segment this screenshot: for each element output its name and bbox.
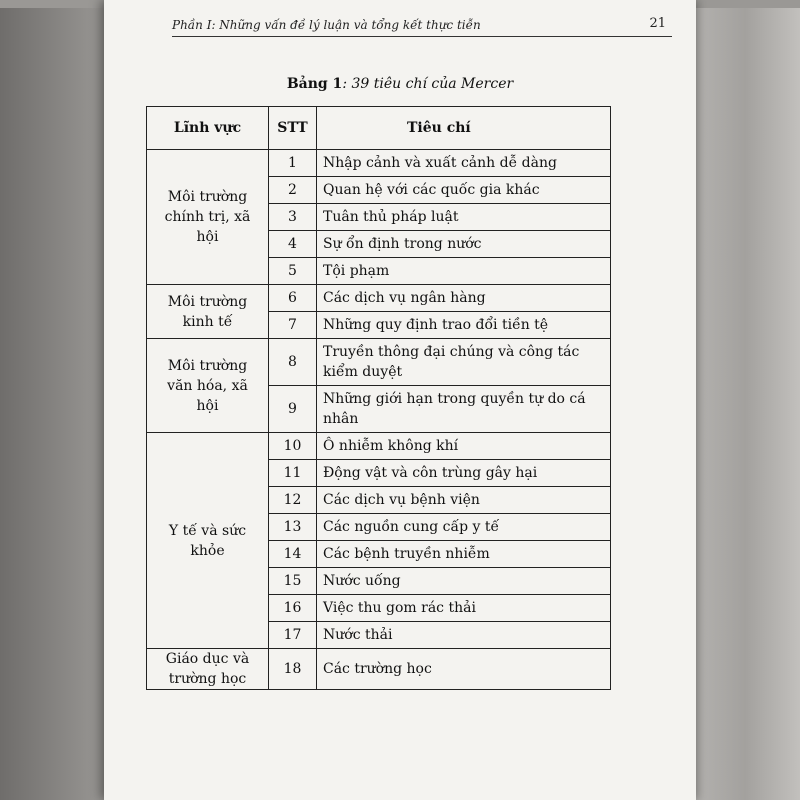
column-header-stt: STT [269,107,317,150]
criterion-cell: Nước thải [317,622,611,649]
field-label: Môi trường kinh tế [167,293,248,330]
stt-cell: 17 [269,622,317,649]
stt-cell: 5 [269,258,317,285]
criterion-cell: Việc thu gom rác thải [317,595,611,622]
criterion-cell: Những quy định trao đổi tiền tệ [317,312,611,339]
caption-text: : 39 tiêu chí của Mercer [342,76,514,92]
criterion-cell: Nước uống [317,568,611,595]
criterion-cell: Sự ổn định trong nước [317,231,611,258]
table-body [147,150,611,690]
stt-cell: 9 [269,386,317,433]
backdrop-right [690,0,800,800]
field-label: Giáo dục và trường học [165,651,250,687]
field-label: Môi trường văn hóa, xã hội [167,357,248,414]
criterion-cell: Các bệnh truyền nhiễm [317,541,611,568]
table-row [147,649,611,690]
stt-cell: 16 [269,595,317,622]
caption-label: Bảng 1 [286,76,343,92]
column-header-criterion: Tiêu chí [317,107,611,150]
criterion-cell: Ô nhiễm không khí [317,433,611,460]
criterion-cell: Các dịch vụ ngân hàng [317,285,611,312]
criterion-cell: Tội phạm [317,258,611,285]
running-title: Phần I: Những vấn đề lý luận và tổng kết thực tiễn [172,18,481,32]
table-caption [104,76,696,92]
stt-cell: 7 [269,312,317,339]
running-header [172,12,672,37]
field-cell [147,285,269,339]
backdrop-left [0,0,112,800]
criterion-cell: Tuân thủ pháp luật [317,204,611,231]
criterion-cell: Nhập cảnh và xuất cảnh dễ dàng [317,150,611,177]
book-page [104,0,696,800]
field-cell [147,649,269,690]
table-row [147,433,611,460]
stt-cell: 15 [269,568,317,595]
field-cell [147,433,269,649]
stt-cell: 13 [269,514,317,541]
stt-cell: 6 [269,285,317,312]
criterion-cell: Truyền thông đại chúng và công tác kiểm duyệt [317,339,611,386]
stt-cell: 14 [269,541,317,568]
stt-cell: 4 [269,231,317,258]
criterion-cell: Những giới hạn trong quyền tự do cá nhân [317,386,611,433]
table-row [147,339,611,386]
column-header-field: Lĩnh vực [147,107,269,150]
stt-cell: 3 [269,204,317,231]
criterion-cell: Các trường học [317,649,611,690]
table-row [147,285,611,312]
stt-cell: 8 [269,339,317,386]
stt-cell: 10 [269,433,317,460]
table-row [147,150,611,177]
criterion-cell: Các dịch vụ bệnh viện [317,487,611,514]
stt-cell: 2 [269,177,317,204]
criterion-cell: Động vật và côn trùng gây hại [317,460,611,487]
field-cell [147,339,269,433]
criterion-cell: Các nguồn cung cấp y tế [317,514,611,541]
field-cell [147,150,269,285]
stt-cell: 11 [269,460,317,487]
field-label: Môi trường chính trị, xã hội [164,189,251,245]
field-label: Y tế và sức khỏe [168,522,247,559]
page-number: 21 [649,16,666,31]
stt-cell: 1 [269,150,317,177]
criteria-table [146,106,611,690]
table-header-row [147,107,611,150]
stt-cell: 18 [269,649,317,690]
criterion-cell: Quan hệ với các quốc gia khác [317,177,611,204]
stt-cell: 12 [269,487,317,514]
